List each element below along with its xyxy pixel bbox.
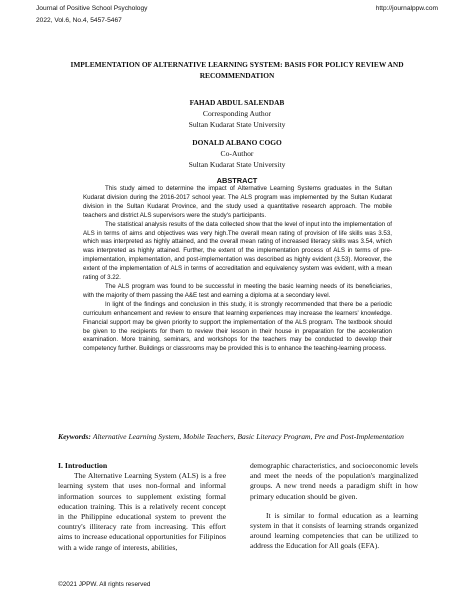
author-affiliation: Sultan Kudarat State University <box>188 120 286 129</box>
abstract-paragraph: In light of the findings and conclusion in this study, it is strongly recommended that there be a periodic curriculum enhancement and review to ensure that learning experiences may increase the learners' knowledge. Financial support may be given priority to support the implementation of the ALS program. The textbook should be given to the recipients for them to review their lesson in their house in preparation for the acceleration examination. More training, seminars, and workshops for the teachers may be conducted to develop their competency further. Buildings or classrooms may be provided this is to enhance the teaching-learning process. <box>83 300 392 353</box>
abstract-paragraph: The ALS program was found to be successful in meeting the basic learning needs of its beneficiaries, with the majority of them passing the A&E test and earning a diploma at a secondary level. <box>83 282 392 299</box>
section-heading: I. Introduction <box>58 461 108 470</box>
abstract-paragraph: The statistical analysis results of the data collected show that the level of input into the implementation of ALS in terms of aims and objectives was very high.The overall mean rating of provision of life skills was 3.53, which was interpreted as highly attained, and the overall mean rating of increased literacy skills was 3.54, which was interpreted as highly attained. Further, the extent of the implementation process of ALS in terms of pre-implementation, implementation, and post-implementation was described as highly evident (3.53). Moreover, the extent of the implementation of ALS in terms of accreditation and equivalency system was evident, with a mean rating of 3.22. <box>83 220 392 282</box>
author-role: Co-Author <box>220 149 254 158</box>
author-name: FAHAD ABDUL SALENDAB <box>189 98 285 107</box>
paper-title: IMPLEMENTATION OF ALTERNATIVE LEARNING SYSTEM: BASIS FOR POLICY REVIEW AND RECOMMENDATION <box>70 60 404 80</box>
journal-header <box>36 3 147 27</box>
journal-volume: 2022, Vol.6, No.4, 5457-5467 <box>36 17 122 24</box>
journal-name: Journal of Positive School Psychology <box>36 5 148 12</box>
abstract-heading: ABSTRACT <box>216 176 258 185</box>
author-affiliation: Sultan Kudarat State University <box>188 160 286 169</box>
paragraph-gap <box>250 502 418 511</box>
body-column-right <box>250 461 418 552</box>
author-block <box>120 97 354 130</box>
author-role: Corresponding Author <box>202 109 272 118</box>
keywords-text: Alternative Learning System, Mobile Teachers, Basic Literacy Program, Pre and Post-Implementation <box>92 432 404 441</box>
body-paragraph: The Alternative Learning System (ALS) is a free learning system that uses non-formal and informal information sources to supplement existing formal education training. This is a relatively recent concept in the Philippine educational system to prevent the country's illiteracy rate from increasing. This effort aims to increase educational opportunities for Filipinos with a wide range of interests, abilities, <box>58 471 226 552</box>
body-paragraph: demographic characteristics, and socioeconomic levels and meet the needs of the population's marginalized groups. A new trend needs a paradigm shift in how primary education should be given. <box>250 461 418 501</box>
author-name: DONALD ALBANO COGO <box>192 138 282 147</box>
journal-url[interactable]: http://journalppw.com <box>375 5 438 12</box>
keywords <box>58 432 422 443</box>
keywords-label: Keywords: <box>58 432 91 441</box>
body-column-left <box>58 461 226 553</box>
copyright-footer: ©2021 JPPW. All rights reserved <box>58 581 151 588</box>
body-paragraph: It is similar to formal education as a learning system in that it consists of learning strands organized around learning competencies that can be utilized to address the Education for All goals (EFA). <box>250 510 418 551</box>
abstract-body <box>83 185 392 354</box>
author-block <box>120 137 354 170</box>
abstract-paragraph: This study aimed to determine the impact of Alternative Learning Systems graduates in the Sultan Kudarat division during the 2016-2017 school year. The ALS program was implemented by the Sultan Kudarat division in the Sultan Kudarat Province, and the study used a quantitative research approach. The mobile teachers and district ALS supervisors were the study's participants. <box>83 185 392 219</box>
